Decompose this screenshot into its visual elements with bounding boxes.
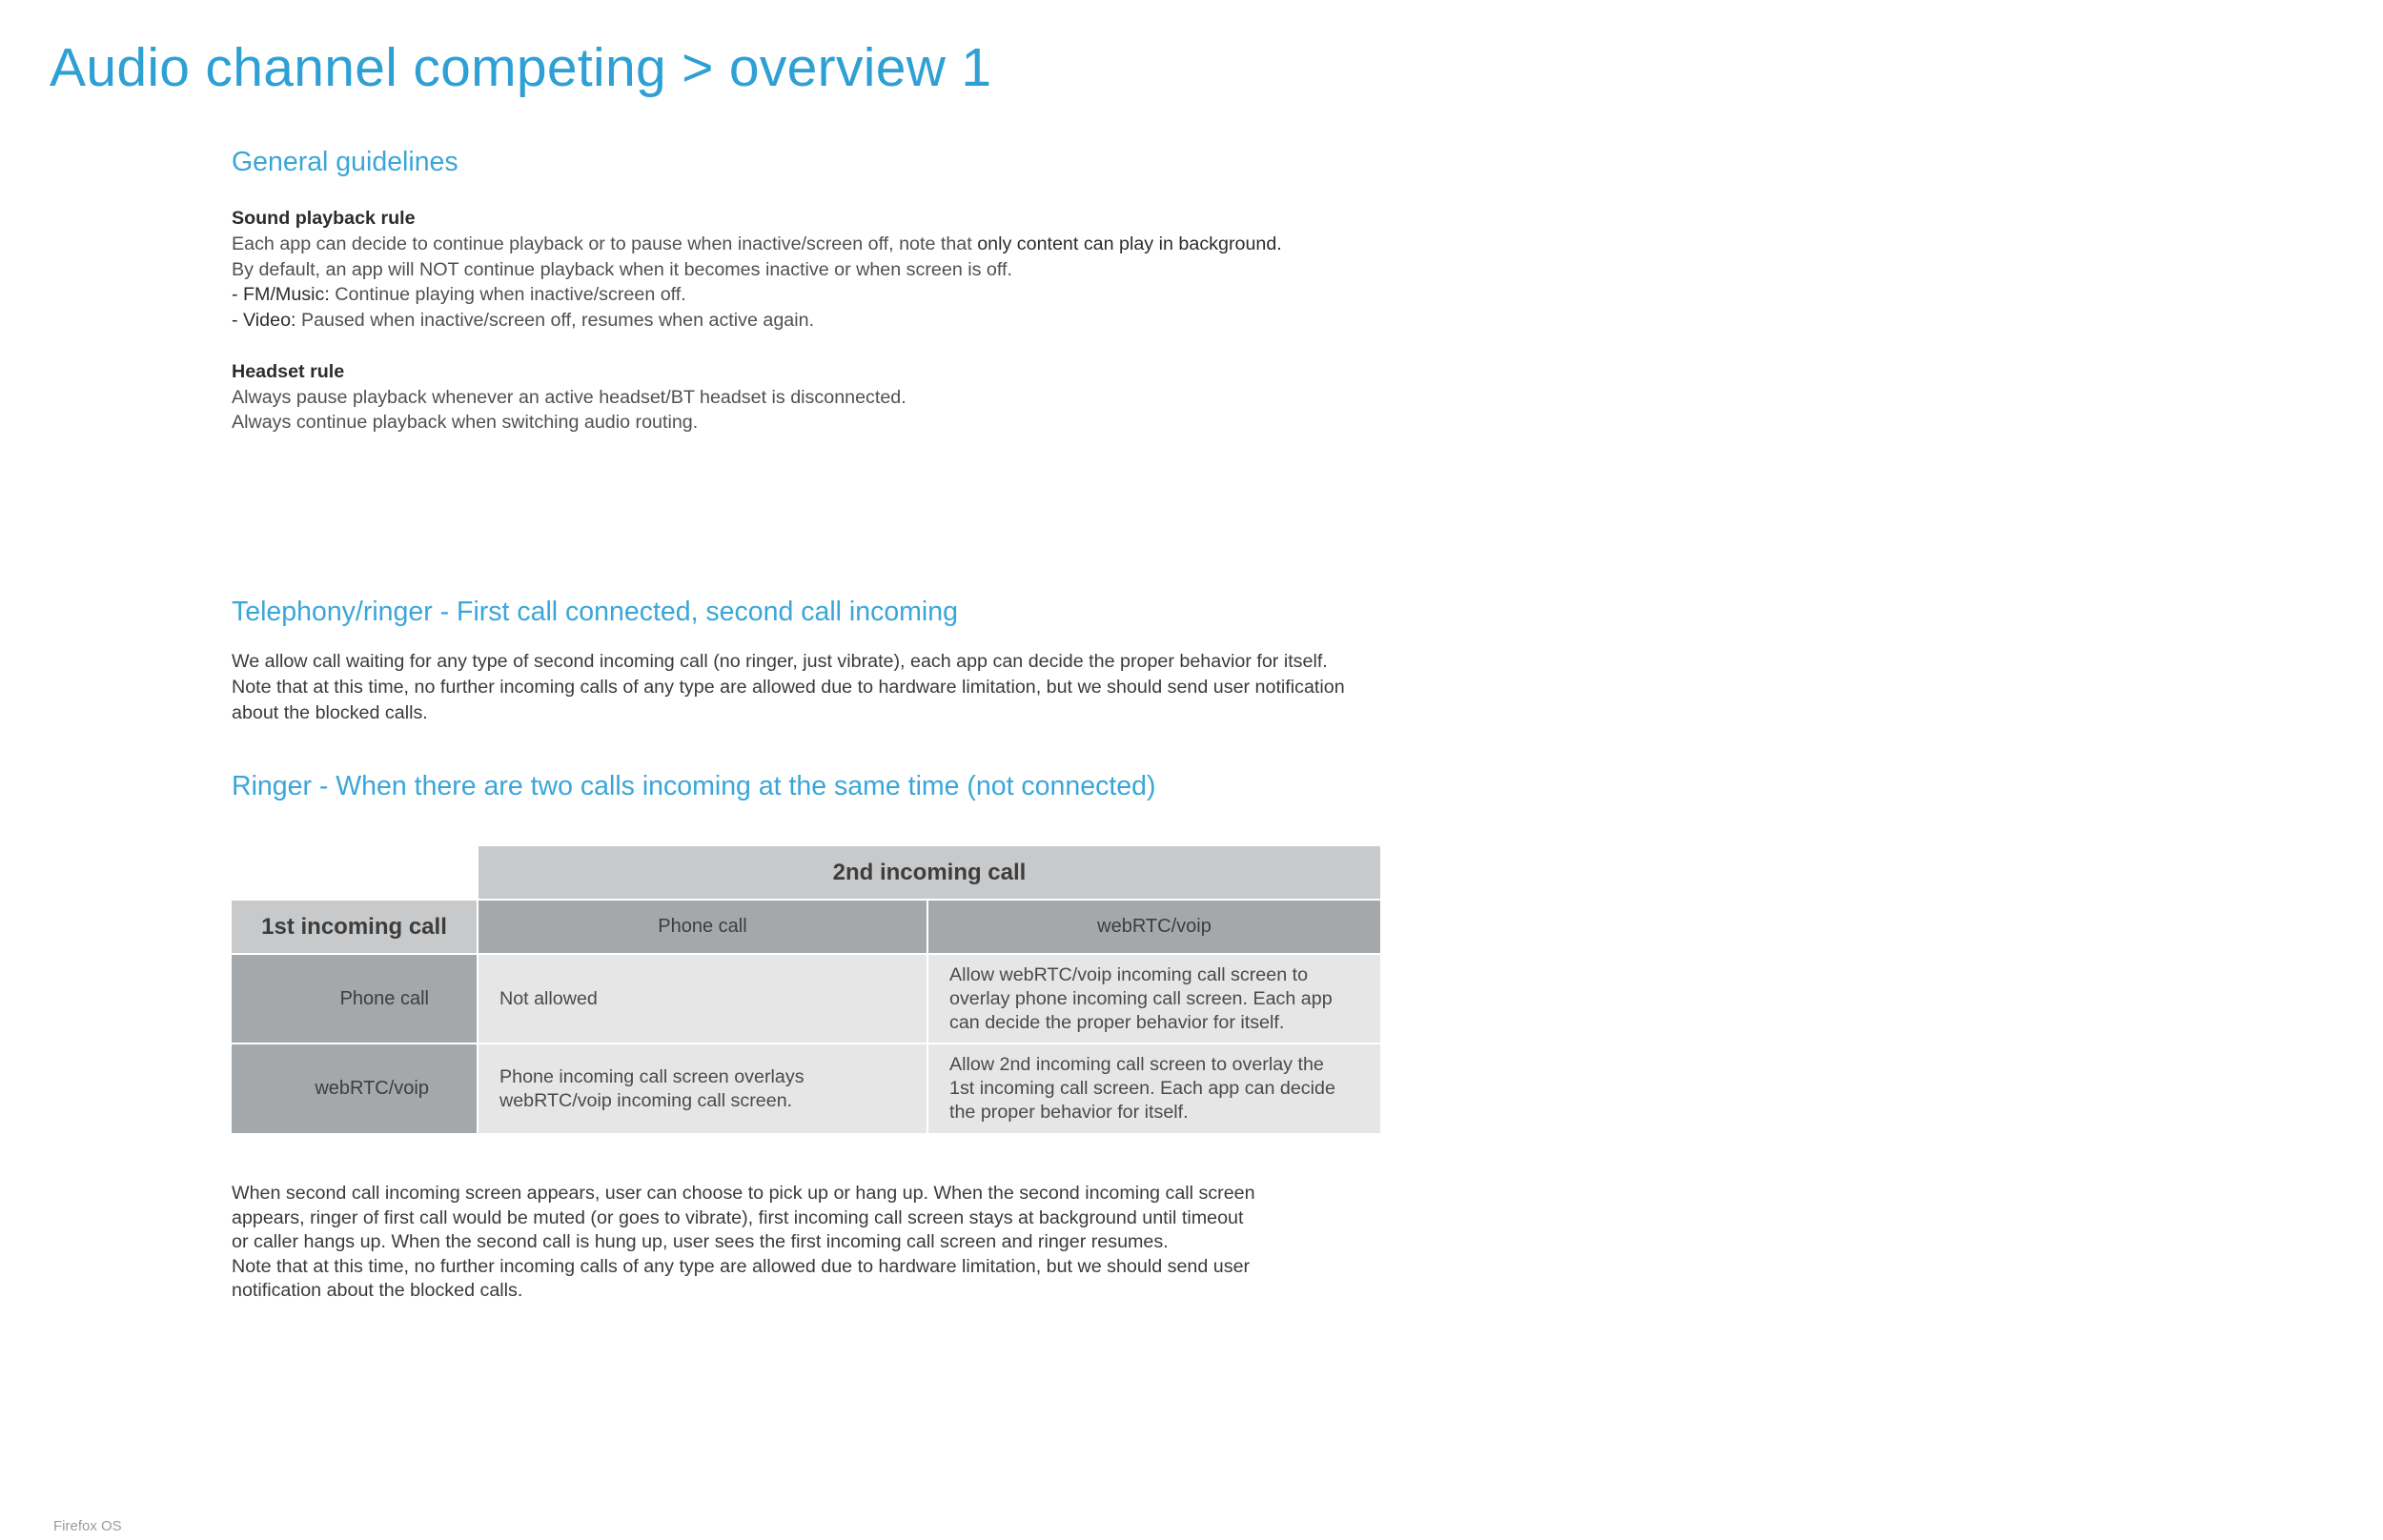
telephony-block <box>232 649 1345 725</box>
cell-webrtc-webrtc: Allow 2nd incoming call screen to overlay the 1st incoming call screen. Each app can decide the proper behavior for itself. <box>928 1044 1380 1133</box>
page-title: Audio channel competing > overview 1 <box>50 37 992 98</box>
headset-rule-line-2: Always continue playback when switching audio routing. <box>232 412 699 434</box>
ringer-note-line-3: or caller hangs up. When the second call is hung up, user sees the first incoming call screen and ringer resumes. <box>232 1231 1169 1253</box>
ringer-heading: Ringer - When there are two calls incoming at the same time (not connected) <box>232 771 1156 801</box>
general-guidelines-heading: General guidelines <box>232 147 458 177</box>
sound-rule-line-1 <box>232 232 1282 257</box>
cell-webrtc-phone: Phone incoming call screen overlays webRTC/voip incoming call screen. <box>479 1044 927 1133</box>
headset-rule-line-1: Always pause playback whenever an active headset/BT headset is disconnected. <box>232 386 906 408</box>
row-header-phone-call: Phone call <box>232 955 477 1043</box>
telephony-line-1: We allow call waiting for any type of second incoming call (no ringer, just vibrate), each app can decide the proper behavior for itself. <box>232 651 1328 672</box>
video-line <box>232 308 1282 334</box>
fm-label: - FM/Music: <box>232 284 330 306</box>
video-text: Paused when inactive/screen off, resumes when active again. <box>295 310 815 332</box>
sound-rule-line-1a: Each app can decide to continue playback or to pause when inactive/screen off, note that <box>232 233 978 254</box>
cell-phone-webrtc: Allow webRTC/voip incoming call screen to overlay phone incoming call screen. Each app can decide the proper behavior for itself. <box>928 955 1380 1043</box>
general-guidelines-block <box>232 206 1282 436</box>
cell-phone-phone: Not allowed <box>479 955 927 1043</box>
second-call-header: 2nd incoming call <box>479 846 1380 899</box>
telephony-line-3: about the blocked calls. <box>232 701 428 723</box>
video-label: - Video: <box>232 310 296 332</box>
sound-rule-title: Sound playback rule <box>232 208 416 229</box>
row-header-webrtc-voip: webRTC/voip <box>232 1044 477 1133</box>
footer-brand: Firefox OS <box>53 1518 122 1534</box>
col-header-phone-call: Phone call <box>479 901 927 953</box>
sound-rule-line-2: By default, an app will NOT continue playback when it becomes inactive or when screen is off. <box>232 258 1012 280</box>
ringer-note-line-2: appears, ringer of first call would be muted (or goes to vibrate), first incoming call screen stays at background until timeout <box>232 1206 1244 1228</box>
call-matrix-table <box>232 846 1380 1133</box>
ringer-note-line-5: notification about the blocked calls. <box>232 1280 523 1302</box>
ringer-note-line-4: Note that at this time, no further incoming calls of any type are allowed due to hardware limitation, but we should send user <box>232 1255 1251 1277</box>
ringer-note-block <box>232 1182 1255 1304</box>
first-call-header: 1st incoming call <box>232 901 477 953</box>
telephony-line-2: Note that at this time, no further incoming calls of any type are allowed due to hardware limitation, but we should send user notification <box>232 676 1345 698</box>
sound-rule-line-1b: only content can play in background. <box>977 233 1282 254</box>
telephony-heading: Telephony/ringer - First call connected, second call incoming <box>232 597 958 627</box>
ringer-note-line-1: When second call incoming screen appears, user can choose to pick up or hang up. When the second incoming call screen <box>232 1183 1255 1204</box>
fm-music-line <box>232 282 1282 308</box>
fm-text: Continue playing when inactive/screen off. <box>329 284 686 306</box>
col-header-webrtc-voip: webRTC/voip <box>928 901 1380 953</box>
headset-rule-title: Headset rule <box>232 360 345 382</box>
